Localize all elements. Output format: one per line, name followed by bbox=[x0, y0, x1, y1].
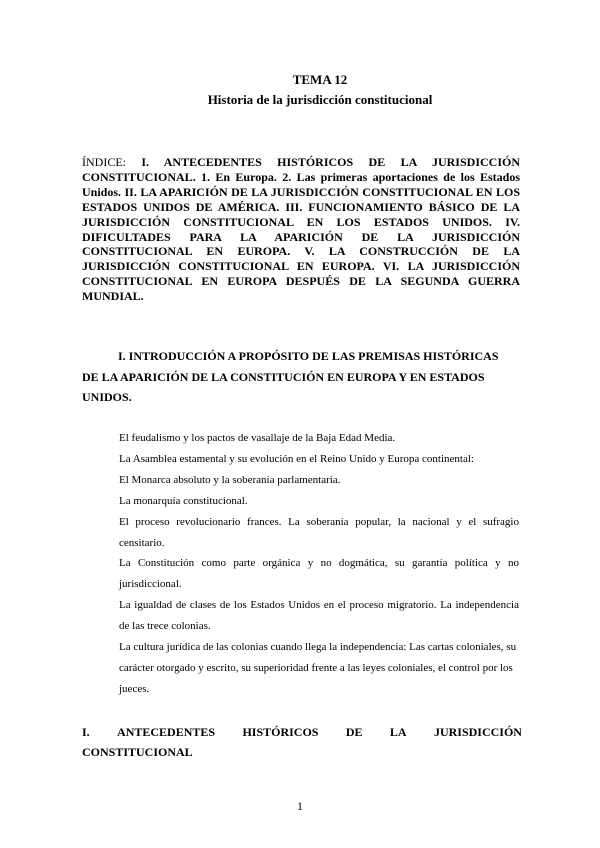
topic-item: La Constitución como parte orgánica y no dogmática, su garantía política y no jurisdiccional. bbox=[119, 557, 519, 591]
topic-item: La cultura jurídica de las colonias cuando llega la independencia: Las cartas coloniales, su carácter otorgado y escrito, su superioridad frente a las leyes coloniales, el control por los jueces. bbox=[119, 641, 517, 695]
topic-item: El proceso revolucionario frances. La soberanía popular, la nacional y el sufragio censitario. bbox=[119, 515, 519, 549]
heading-word: ANTECEDENTES bbox=[117, 725, 216, 739]
section-heading-line: DE LA APARICIÓN DE LA CONSTITUCIÓN EN EUROPA Y EN ESTADOS bbox=[82, 369, 485, 384]
section-heading-line: I. INTRODUCCIÓN A PROPÓSITO DE LAS PREMISAS HISTÓRICAS bbox=[118, 349, 499, 363]
topic-item: El Monarca absoluto y la soberanía parlamentaria. bbox=[119, 473, 341, 486]
heading-word: HISTÓRICOS bbox=[242, 725, 319, 739]
table-of-contents bbox=[82, 155, 520, 304]
heading-word: DE bbox=[345, 725, 363, 739]
index-text: I. ANTECEDENTES HISTÓRICOS DE LA JURISDICCIÓN CONSTITUCIONAL. 1. En Europa. 2. Las primeras aportaciones de los Estados Unidos. II. LA APARICIÓN DE LA JURISDICCIÓN CONSTITUCIONAL EN LOS ESTADOS UNIDOS DE AMÉRICA. III. FUNCIONAMIENTO BÁSICO DE LA JURISDICCIÓN CONSTITUCIONAL EN LOS ESTADOS UNIDOS. IV. DIFICULTADES PARA LA APARICIÓN DE LA JURISDICCIÓN CONSTITUCIONAL EN EUROPA. V. LA CONSTRUCCIÓN DE LA JURISDICCIÓN CONSTITUCIONAL EN EUROPA. VI. LA JURISDICCIÓN CONSTITUCIONAL EN EUROPA DESPUÉS DE LA SEGUNDA GUERRA MUNDIAL. bbox=[82, 155, 520, 304]
topic-list bbox=[119, 428, 519, 700]
heading-word: I. bbox=[82, 725, 90, 739]
section-heading-antecedentes bbox=[82, 722, 522, 762]
page-number: 1 bbox=[297, 799, 303, 813]
section-heading-introduction bbox=[82, 346, 522, 408]
topic-item: La monarquía constitucional. bbox=[119, 494, 248, 507]
document-title: TEMA 12 bbox=[292, 72, 348, 87]
section-heading-line: UNIDOS. bbox=[82, 390, 132, 404]
heading-word: LA bbox=[389, 725, 407, 739]
topic-item: La igualdad de clases de los Estados Unidos en el proceso migratorio. La independencia de las trece colonias. bbox=[119, 599, 519, 633]
topic-item: El feudalismo y los pactos de vasallaje de la Baja Edad Media. bbox=[119, 432, 396, 444]
heading-word: JURISDICCIÓN bbox=[433, 725, 522, 739]
index-label: ÍNDICE: bbox=[82, 155, 126, 169]
topic-item: La Asamblea estamental y su evolución en el Reino Unido y Europa continental: bbox=[119, 452, 474, 465]
document-subtitle: Historia de la jurisdicción constitucional bbox=[207, 92, 433, 107]
heading-line: CONSTITUCIONAL bbox=[82, 745, 193, 759]
